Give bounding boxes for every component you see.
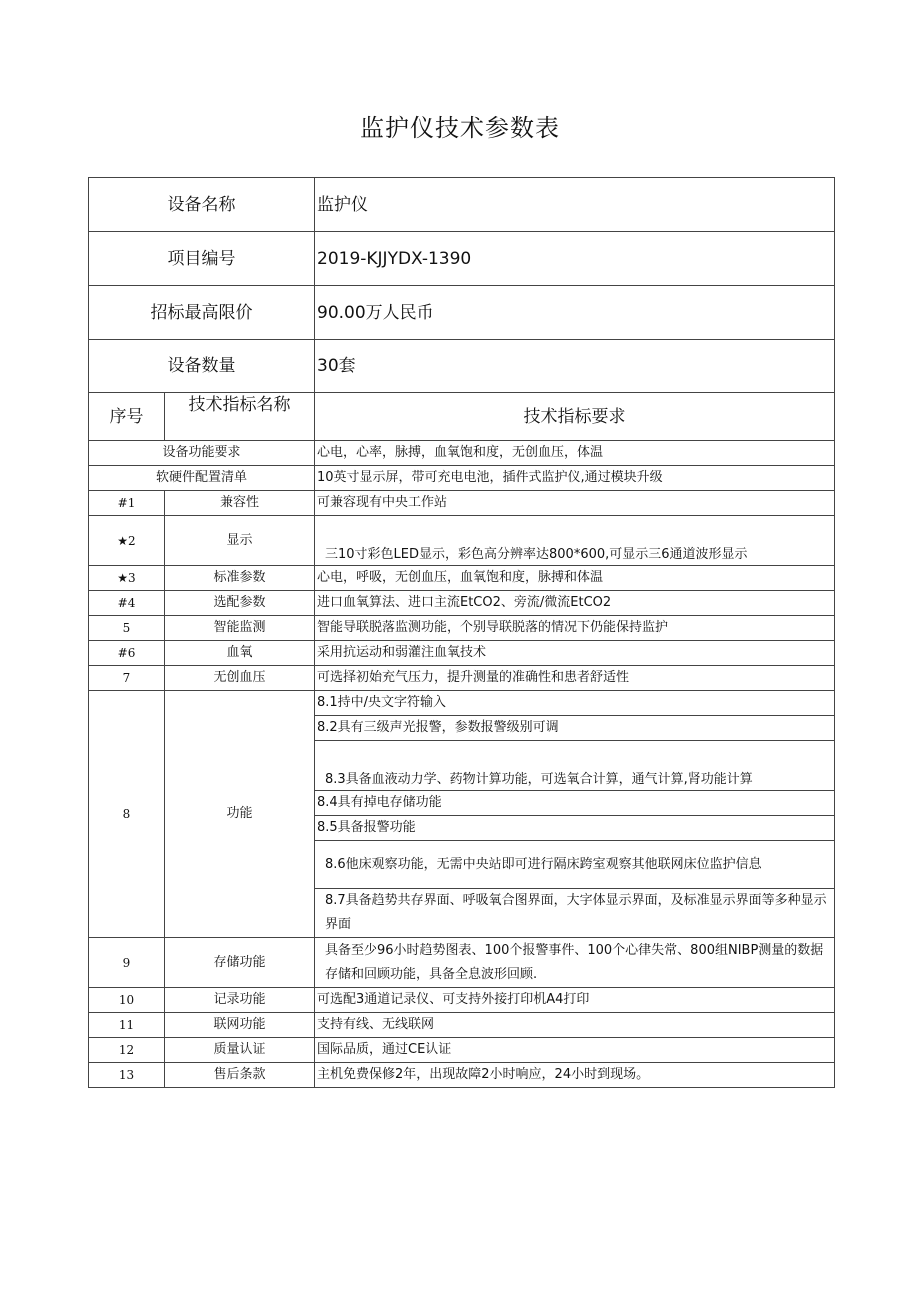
item-no: 12 xyxy=(89,1038,165,1063)
item-name: 售后条款 xyxy=(165,1063,315,1088)
header-req: 技术指标要求 xyxy=(315,393,835,441)
function-sub: 8.1持中/央文字符输入 xyxy=(315,691,835,716)
summary-value: 心电，心率，脉搏，血氧饱和度，无创血压，体温 xyxy=(315,441,835,466)
item-name: 智能监测 xyxy=(165,616,315,641)
info-label: 设备名称 xyxy=(89,178,315,232)
spec-table xyxy=(88,177,835,1088)
item-name: 联网功能 xyxy=(165,1013,315,1038)
item-no: ★2 xyxy=(89,516,165,566)
table-row xyxy=(89,641,835,666)
item-no: 11 xyxy=(89,1013,165,1038)
info-row-max-price xyxy=(89,286,835,340)
function-sub: 8.2具有三级声光报警，参数报警级别可调 xyxy=(315,716,835,741)
item-no: 9 xyxy=(89,938,165,988)
item-name: 功能 xyxy=(165,691,315,938)
table-row xyxy=(89,1063,835,1088)
header-no: 序号 xyxy=(89,393,165,441)
summary-row xyxy=(89,466,835,491)
item-req: 国际品质，通过CE认证 xyxy=(315,1038,835,1063)
info-value: 90.00万人民币 xyxy=(315,286,835,340)
item-no: #1 xyxy=(89,491,165,516)
item-req: 三10寸彩色LED显示，彩色高分辨率达800*600,可显示三6通道波形显示 xyxy=(315,516,835,566)
summary-value: 10英寸显示屏，带可充电电池，插件式监护仪,通过模块升级 xyxy=(315,466,835,491)
page-title: 监护仪技术参数表 xyxy=(360,114,560,142)
item-no: 7 xyxy=(89,666,165,691)
summary-row xyxy=(89,441,835,466)
item-name: 显示 xyxy=(165,516,315,566)
item-name: 选配参数 xyxy=(165,591,315,616)
table-row xyxy=(89,666,835,691)
function-sub: 8.4具有掉电存储功能 xyxy=(315,791,835,816)
info-label: 项目编号 xyxy=(89,232,315,286)
item-req: 可选配3通道记录仪、可支持外接打印机A4打印 xyxy=(315,988,835,1013)
item-req: 进口血氧算法、进口主流EtCO2、旁流/微流EtCO2 xyxy=(315,591,835,616)
table-row xyxy=(89,516,835,566)
item-name: 存储功能 xyxy=(165,938,315,988)
table-row xyxy=(89,988,835,1013)
item-req: 采用抗运动和弱灌注血氧技术 xyxy=(315,641,835,666)
item-req: 可选择初始充气压力，提升测量的准确性和患者舒适性 xyxy=(315,666,835,691)
item-no: #4 xyxy=(89,591,165,616)
item-req: 智能导联脱落监测功能，个别导联脱落的情况下仍能保持监护 xyxy=(315,616,835,641)
item-name: 记录功能 xyxy=(165,988,315,1013)
item-name: 兼容性 xyxy=(165,491,315,516)
info-row-project-no xyxy=(89,232,835,286)
item-req: 主机免费保修2年，出现故障2小时响应，24小时到现场。 xyxy=(315,1063,835,1088)
item-no: 10 xyxy=(89,988,165,1013)
function-sub: 8.6他床观察功能，无需中央站即可进行隔床跨室观察其他联网床位监护信息 xyxy=(315,841,835,889)
item-name: 血氧 xyxy=(165,641,315,666)
item-no: 8 xyxy=(89,691,165,938)
function-row xyxy=(89,691,835,716)
function-sub: 8.7具备趋势共存界面、呼吸氧合图界面，大字体显示界面，及标准显示界面等多种显示界面 xyxy=(315,889,835,938)
table-row xyxy=(89,1038,835,1063)
table-header-row xyxy=(89,393,835,441)
item-req: 心电，呼吸，无创血压，血氧饱和度，脉搏和体温 xyxy=(315,566,835,591)
function-sub: 8.3具备血液动力学、药物计算功能，可选氧合计算，通气计算,肾功能计算 xyxy=(315,741,835,791)
item-no: #6 xyxy=(89,641,165,666)
function-sub: 8.5具备报警功能 xyxy=(315,816,835,841)
info-value: 30套 xyxy=(315,340,835,393)
info-value: 2019-KJJYDX-1390 xyxy=(315,232,835,286)
item-name: 质量认证 xyxy=(165,1038,315,1063)
item-name: 无创血压 xyxy=(165,666,315,691)
item-req: 具备至少96小时趋势图表、100个报警事件、100个心律失常、800组NIBP测量的数据存储和回顾功能，具备全息波形回顾. xyxy=(315,938,835,988)
info-label: 招标最高限价 xyxy=(89,286,315,340)
item-req: 支持有线、无线联网 xyxy=(315,1013,835,1038)
info-row-quantity xyxy=(89,340,835,393)
item-name: 标准参数 xyxy=(165,566,315,591)
info-row-device-name xyxy=(89,178,835,232)
item-no: 5 xyxy=(89,616,165,641)
info-label: 设备数量 xyxy=(89,340,315,393)
table-row xyxy=(89,1013,835,1038)
table-row xyxy=(89,491,835,516)
item-no: ★3 xyxy=(89,566,165,591)
table-row xyxy=(89,566,835,591)
summary-label: 设备功能要求 xyxy=(89,441,315,466)
summary-label: 软硬件配置清单 xyxy=(89,466,315,491)
item-req: 可兼容现有中央工作站 xyxy=(315,491,835,516)
table-row xyxy=(89,616,835,641)
item-no: 13 xyxy=(89,1063,165,1088)
header-name: 技术指标名称 xyxy=(165,393,315,441)
table-row xyxy=(89,591,835,616)
table-row xyxy=(89,938,835,988)
info-value: 监护仪 xyxy=(315,178,835,232)
